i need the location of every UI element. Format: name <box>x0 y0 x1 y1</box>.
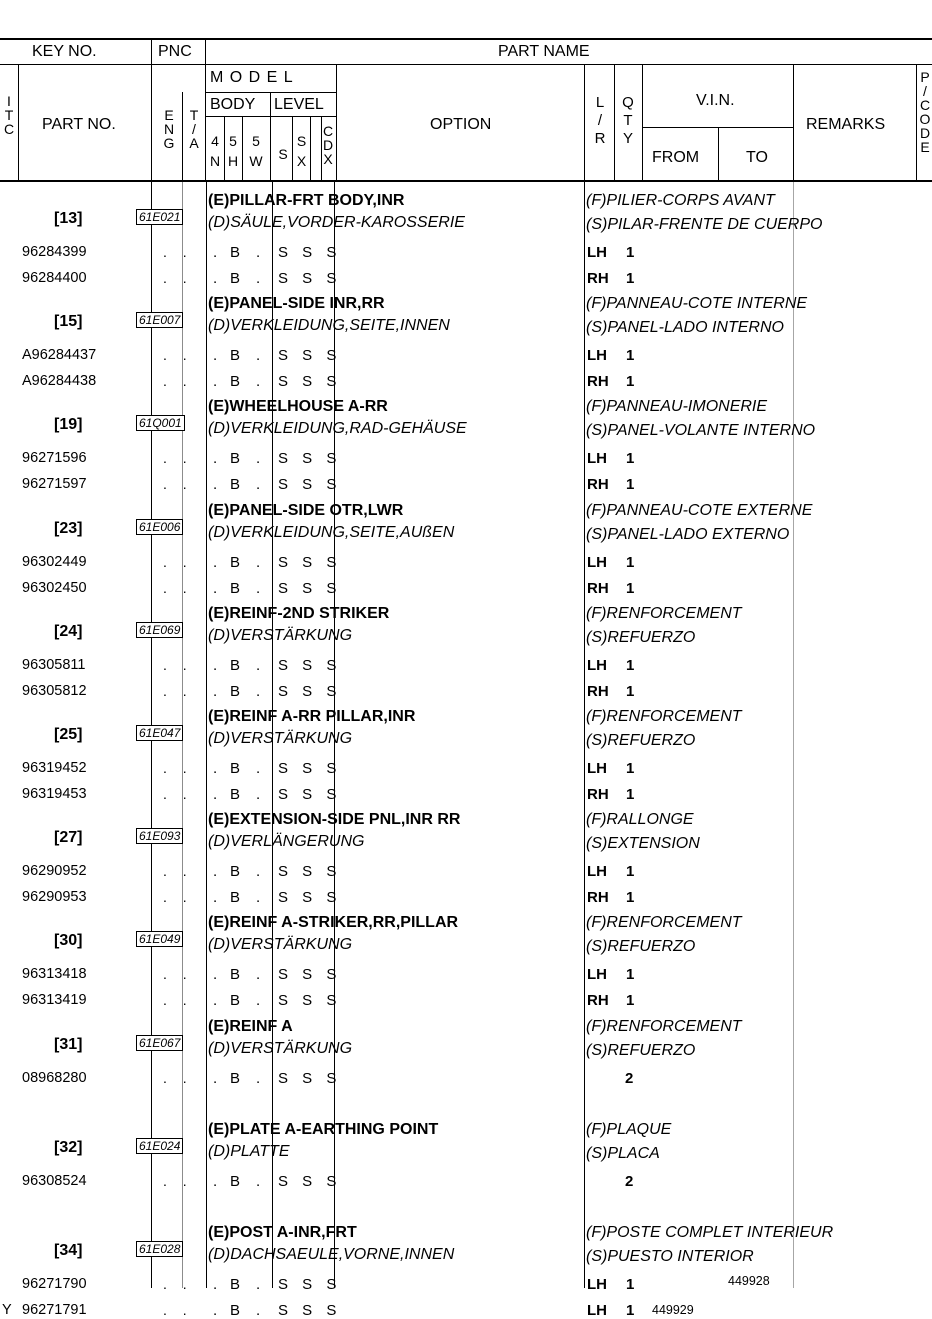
part-name-es: (S)PUESTO INTERIOR <box>586 1248 754 1265</box>
pnc-code[interactable]: 61E069 <box>136 622 183 638</box>
part-name-fr: (F)PILIER-CORPS AVANT <box>586 192 775 209</box>
part-name-en: (E)PLATE A-EARTHING POINT <box>208 1121 439 1138</box>
body-code: B <box>230 966 242 983</box>
pnc-code[interactable]: 61E006 <box>136 519 183 535</box>
hdr-divider-pcode <box>916 64 917 180</box>
body-code: B <box>230 476 242 493</box>
body-divider-part <box>206 180 207 1288</box>
part-number[interactable]: 96284399 <box>22 244 87 260</box>
body-code: B <box>230 760 242 777</box>
eng-ta-codes: . . <box>163 1276 193 1292</box>
quantity: 1 <box>626 786 635 803</box>
part-number[interactable]: 96271791 <box>22 1302 87 1318</box>
part-name-fr: (F)RENFORCEMENT <box>586 605 742 622</box>
eng-ta-codes: . . <box>163 373 193 389</box>
key-number: [27] <box>54 829 83 846</box>
eng-ta-codes: . . <box>163 476 193 492</box>
body-code: B <box>230 683 242 700</box>
eng-ta-codes: . . <box>163 244 193 260</box>
part-name-es: (S)REFUERZO <box>586 938 696 955</box>
body-code-dot-right: . <box>256 863 262 880</box>
part-name-de: (D)VERKLEIDUNG,SEITE,AUßEN <box>208 524 455 541</box>
eng-header: E N G <box>163 107 175 151</box>
key-number: [31] <box>54 1036 83 1053</box>
body-code-dot-right: . <box>256 270 262 287</box>
hdr-divider-vin <box>642 64 643 180</box>
eng-ta-codes: . . <box>163 1173 193 1189</box>
part-name-en: (E)POST A-INR,FRT <box>208 1224 357 1241</box>
body-header: BODY <box>210 96 256 113</box>
hdr-divider-vin-mid <box>718 128 719 180</box>
body-code-dot-right: . <box>256 683 262 700</box>
part-number[interactable]: 96302450 <box>22 580 87 596</box>
level-codes: S S S <box>278 760 342 777</box>
body-code-dot-left: . <box>213 889 219 906</box>
body-code-dot-left: . <box>213 450 219 467</box>
quantity: 1 <box>626 1276 635 1293</box>
key-number: [19] <box>54 416 83 433</box>
hdr-divider-lr <box>584 64 585 180</box>
body-code-dot-left: . <box>213 244 219 261</box>
part-name-fr: (F)POSTE COMPLET INTERIEUR <box>586 1224 834 1241</box>
part-number[interactable]: 96313419 <box>22 992 87 1008</box>
eng-ta-codes: . . <box>163 992 193 1008</box>
body-code-dot-right: . <box>256 992 262 1009</box>
body-code-dot-right: . <box>256 966 262 983</box>
body-code-dot-left: . <box>213 1276 219 1293</box>
level-codes: S S S <box>278 373 342 390</box>
lr-side: RH <box>587 683 609 700</box>
body-code: B <box>230 992 242 1009</box>
pnc-code[interactable]: 61E093 <box>136 828 183 844</box>
pnc-code[interactable]: 61E047 <box>136 725 183 741</box>
quantity: 1 <box>626 373 635 390</box>
body-code-dot-left: . <box>213 1173 219 1190</box>
part-number[interactable]: 96284400 <box>22 270 87 286</box>
lr-side: LH <box>587 966 607 983</box>
part-number[interactable]: 08968280 <box>22 1070 87 1086</box>
level-codes: S S S <box>278 889 342 906</box>
level-codes: S S S <box>278 347 342 364</box>
quantity: 2 <box>625 1070 634 1087</box>
part-name-fr: (F)PANNEAU-IMONERIE <box>586 398 768 415</box>
lr-side: RH <box>587 270 609 287</box>
part-number[interactable]: 96319452 <box>22 760 87 776</box>
body-code-dot-right: . <box>256 657 262 674</box>
body-code-dot-right: . <box>256 373 262 390</box>
body-code-dot-left: . <box>213 580 219 597</box>
body-code-dot-right: . <box>256 244 262 261</box>
eng-ta-codes: . . <box>163 1302 193 1318</box>
body-code-dot-left: . <box>213 992 219 1009</box>
level-codes: S S S <box>278 270 342 287</box>
body-code: B <box>230 270 242 287</box>
hdr-divider-itc <box>18 64 19 180</box>
quantity: 1 <box>626 863 635 880</box>
part-number[interactable]: 96271790 <box>22 1276 87 1292</box>
hdr-divider-sx <box>310 116 311 180</box>
eng-ta-codes: . . <box>163 966 193 982</box>
quantity: 1 <box>626 657 635 674</box>
body-code-dot-right: . <box>256 554 262 571</box>
vin-from-header: FROM <box>652 149 700 166</box>
hdr-divider-level <box>270 92 271 180</box>
part-name-header: PART NAME <box>498 43 590 60</box>
body-code-dot-right: . <box>256 1276 262 1293</box>
pcode-header: P / C O D E <box>919 69 931 155</box>
quantity: 1 <box>626 966 635 983</box>
part-name-fr: (F)PANNEAU-COTE EXTERNE <box>586 502 813 519</box>
quantity: 1 <box>626 1302 635 1319</box>
part-name-de: (D)DACHSAEULE,VORNE,INNEN <box>208 1246 455 1263</box>
lr-side: LH <box>587 347 607 364</box>
qty-header: Q T Y <box>622 94 634 147</box>
body-code: B <box>230 863 242 880</box>
part-name-en: (E)PANEL-SIDE OTR,LWR <box>208 502 404 519</box>
body-4n-header: 4 N <box>209 133 221 169</box>
level-codes: S S S <box>278 1173 342 1190</box>
body-code-dot-left: . <box>213 1070 219 1087</box>
part-name-en: (E)WHEELHOUSE A-RR <box>208 398 388 415</box>
eng-ta-codes: . . <box>163 683 193 699</box>
vin-header: V.I.N. <box>696 92 735 109</box>
part-name-es: (S)PANEL-LADO EXTERNO <box>586 526 790 543</box>
body-code-dot-right: . <box>256 1070 262 1087</box>
eng-ta-codes: . . <box>163 270 193 286</box>
eng-ta-codes: . . <box>163 554 193 570</box>
part-name-de: (D)VERSTÄRKUNG <box>208 936 353 953</box>
body-code-dot-left: . <box>213 863 219 880</box>
level-s-header: S <box>278 146 288 162</box>
lr-side: LH <box>587 657 607 674</box>
level-codes: S S S <box>278 580 342 597</box>
part-name-es: (S)REFUERZO <box>586 1042 696 1059</box>
part-name-de: (D)VERKLEIDUNG,SEITE,INNEN <box>208 317 450 334</box>
level-codes: S S S <box>278 657 342 674</box>
hdr-divider-option <box>336 64 337 180</box>
body-code-dot-left: . <box>213 347 219 364</box>
part-number[interactable]: 96305811 <box>22 657 86 673</box>
remarks-header: REMARKS <box>806 116 886 133</box>
level-codes: S S S <box>278 554 342 571</box>
part-name-es: (S)PILAR-FRENTE DE CUERPO <box>586 216 823 233</box>
lr-side: RH <box>587 889 609 906</box>
key-number: [15] <box>54 313 83 330</box>
key-number: [13] <box>54 210 83 227</box>
body-code-dot-left: . <box>213 554 219 571</box>
part-name-fr: (F)RENFORCEMENT <box>586 708 742 725</box>
body-code-dot-right: . <box>256 786 262 803</box>
body-code-dot-right: . <box>256 580 262 597</box>
body-code: B <box>230 889 242 906</box>
body-code-dot-left: . <box>213 683 219 700</box>
part-name-es: (S)PLACA <box>586 1145 660 1162</box>
body-code-dot-left: . <box>213 1302 219 1319</box>
part-name-es: (S)EXTENSION <box>586 835 700 852</box>
hdr-divider-pnc <box>151 38 152 180</box>
level-codes: S S S <box>278 683 342 700</box>
part-number[interactable]: 96305812 <box>22 683 87 699</box>
key-number: [24] <box>54 623 83 640</box>
lr-side: RH <box>587 992 609 1009</box>
body-code: B <box>230 1173 242 1190</box>
part-name-es: (S)PANEL-LADO INTERNO <box>586 319 784 336</box>
pnc-code[interactable]: 61E049 <box>136 931 183 947</box>
body-code: B <box>230 1276 242 1293</box>
level-codes: S S S <box>278 476 342 493</box>
body-code: B <box>230 554 242 571</box>
part-name-fr: (F)RENFORCEMENT <box>586 1018 742 1035</box>
body-code-dot-right: . <box>256 347 262 364</box>
part-name-de: (D)SÄULE,VORDER-KAROSSERIE <box>208 214 465 231</box>
lr-side: RH <box>587 786 609 803</box>
body-divider-remarks <box>793 180 794 1288</box>
part-number[interactable]: 96290953 <box>22 889 87 905</box>
key-no-header: KEY NO. <box>32 43 97 60</box>
part-name-fr: (F)RALLONGE <box>586 811 694 828</box>
key-number: [34] <box>54 1242 83 1259</box>
lr-side: RH <box>587 373 609 390</box>
level-codes: S S S <box>278 1276 342 1293</box>
body-code-dot-left: . <box>213 476 219 493</box>
eng-ta-codes: . . <box>163 580 193 596</box>
part-name-en: (E)PILLAR-FRT BODY,INR <box>208 192 405 209</box>
level-codes: S S S <box>278 450 342 467</box>
part-name-de: (D)VERSTÄRKUNG <box>208 730 353 747</box>
body-code-dot-left: . <box>213 270 219 287</box>
level-codes: S S S <box>278 992 342 1009</box>
part-name-en: (E)PANEL-SIDE INR,RR <box>208 295 385 312</box>
pnc-header: PNC <box>158 43 192 60</box>
body-code: B <box>230 347 242 364</box>
pnc-code[interactable]: 61Q001 <box>136 415 185 431</box>
itc-header: I T C <box>3 93 15 137</box>
part-name-de: (D)VERSTÄRKUNG <box>208 1040 353 1057</box>
part-name-en: (E)REINF A-RR PILLAR,INR <box>208 708 416 725</box>
body-code: B <box>230 450 242 467</box>
quantity: 1 <box>626 476 635 493</box>
body-5h-header: 5 H <box>227 133 239 169</box>
body-code: B <box>230 657 242 674</box>
ta-header: T / A <box>189 107 199 151</box>
body-code: B <box>230 244 242 261</box>
level-codes: S S S <box>278 1302 342 1319</box>
body-code-dot-left: . <box>213 373 219 390</box>
body-code-dot-right: . <box>256 476 262 493</box>
lr-side: LH <box>587 1276 607 1293</box>
lr-side: LH <box>587 863 607 880</box>
part-number[interactable]: 96271596 <box>22 450 87 466</box>
part-name-en: (E)REINF-2ND STRIKER <box>208 605 390 622</box>
part-no-header: PART NO. <box>42 116 116 133</box>
eng-ta-codes: . . <box>163 786 193 802</box>
body-code-dot-right: . <box>256 760 262 777</box>
quantity: 1 <box>626 760 635 777</box>
key-number: [30] <box>54 932 83 949</box>
body-code-dot-left: . <box>213 760 219 777</box>
part-number[interactable]: 96271597 <box>22 476 87 492</box>
body-code-dot-right: . <box>256 450 262 467</box>
part-name-de: (D)PLATTE <box>208 1143 290 1160</box>
lr-side: LH <box>587 450 607 467</box>
quantity: 2 <box>625 1173 634 1190</box>
pnc-code[interactable]: 61E007 <box>136 312 183 328</box>
body-divider-lr <box>584 180 585 1288</box>
level-codes: S S S <box>278 863 342 880</box>
level-codes: S S S <box>278 1070 342 1087</box>
lr-side: RH <box>587 476 609 493</box>
body-code-dot-left: . <box>213 657 219 674</box>
part-number[interactable]: 96302449 <box>22 554 87 570</box>
lr-side: RH <box>587 580 609 597</box>
key-number: [32] <box>54 1139 83 1156</box>
hdr-divider-remarks <box>793 64 794 180</box>
option-header: OPTION <box>430 116 492 133</box>
part-number[interactable]: 96313418 <box>22 966 87 982</box>
eng-ta-codes: . . <box>163 760 193 776</box>
part-name-fr: (F)PLAQUE <box>586 1121 672 1138</box>
part-name-de: (D)VERKLEIDUNG,RAD-GEHÄUSE <box>208 420 467 437</box>
part-name-de: (D)VERSTÄRKUNG <box>208 627 353 644</box>
level-header: LEVEL <box>274 96 324 113</box>
part-name-es: (S)PANEL-VOLANTE INTERNO <box>586 422 816 439</box>
hdr-vin-rule <box>642 127 793 128</box>
vin-to-header: TO <box>746 149 768 166</box>
quantity: 1 <box>626 554 635 571</box>
eng-ta-codes: . . <box>163 863 193 879</box>
part-number[interactable]: A96284437 <box>22 347 97 363</box>
body-code: B <box>230 373 242 390</box>
pnc-code[interactable]: 61E024 <box>136 1138 183 1154</box>
level-cdx-header: C D X <box>322 123 334 167</box>
part-name-fr: (F)PANNEAU-COTE INTERNE <box>586 295 808 312</box>
body-code: B <box>230 580 242 597</box>
body-code-dot-right: . <box>256 1173 262 1190</box>
lr-side: LH <box>587 760 607 777</box>
model-header: M O D E L <box>210 69 294 86</box>
body-code-dot-left: . <box>213 966 219 983</box>
part-name-en: (E)EXTENSION-SIDE PNL,INR RR <box>208 811 461 828</box>
pnc-code[interactable]: 61E021 <box>136 209 183 225</box>
header-top-rule <box>0 38 932 40</box>
itc-flag: Y <box>2 1302 12 1318</box>
level-sx-header: S X <box>296 133 307 169</box>
body-5w-header: 5 W <box>249 133 263 169</box>
lr-header: L / R <box>594 94 606 147</box>
quantity: 1 <box>626 450 635 467</box>
key-number: [23] <box>54 520 83 537</box>
eng-ta-codes: . . <box>163 1070 193 1086</box>
part-name-es: (S)REFUERZO <box>586 732 696 749</box>
level-codes: S S S <box>278 786 342 803</box>
part-number[interactable]: A96284438 <box>22 373 97 389</box>
part-number[interactable]: 96319453 <box>22 786 87 802</box>
key-number: [25] <box>54 726 83 743</box>
body-code-dot-right: . <box>256 889 262 906</box>
part-name-en: (E)REINF A <box>208 1018 293 1035</box>
level-codes: S S S <box>278 244 342 261</box>
quantity: 1 <box>626 270 635 287</box>
part-name-fr: (F)RENFORCEMENT <box>586 914 742 931</box>
lr-side: LH <box>587 554 607 571</box>
quantity: 1 <box>626 580 635 597</box>
hdr-divider-qty <box>614 64 615 180</box>
part-number[interactable]: 96308524 <box>22 1173 87 1189</box>
eng-ta-codes: . . <box>163 889 193 905</box>
lr-side: LH <box>587 244 607 261</box>
quantity: 1 <box>626 347 635 364</box>
body-code: B <box>230 1302 242 1319</box>
body-code-dot-right: . <box>256 1302 262 1319</box>
eng-ta-codes: . . <box>163 450 193 466</box>
part-name-de: (D)VERLÄNGERUNG <box>208 833 365 850</box>
part-name-en: (E)REINF A-STRIKER,RR,PILLAR <box>208 914 459 931</box>
part-name-es: (S)REFUERZO <box>586 629 696 646</box>
body-code-dot-left: . <box>213 786 219 803</box>
eng-ta-codes: . . <box>163 347 193 363</box>
pnc-code[interactable]: 61E067 <box>136 1035 183 1051</box>
quantity: 1 <box>626 244 635 261</box>
pnc-code[interactable]: 61E028 <box>136 1241 183 1257</box>
part-number[interactable]: 96290952 <box>22 863 87 879</box>
lr-side: LH <box>587 1302 607 1319</box>
vin-to: 449928 <box>728 1274 770 1288</box>
level-codes: S S S <box>278 966 342 983</box>
quantity: 1 <box>626 889 635 906</box>
body-code: B <box>230 786 242 803</box>
eng-ta-codes: . . <box>163 657 193 673</box>
body-code: B <box>230 1070 242 1087</box>
hdr-divider-eng <box>182 92 183 180</box>
quantity: 1 <box>626 683 635 700</box>
vin-from: 449929 <box>652 1303 694 1317</box>
quantity: 1 <box>626 992 635 1009</box>
